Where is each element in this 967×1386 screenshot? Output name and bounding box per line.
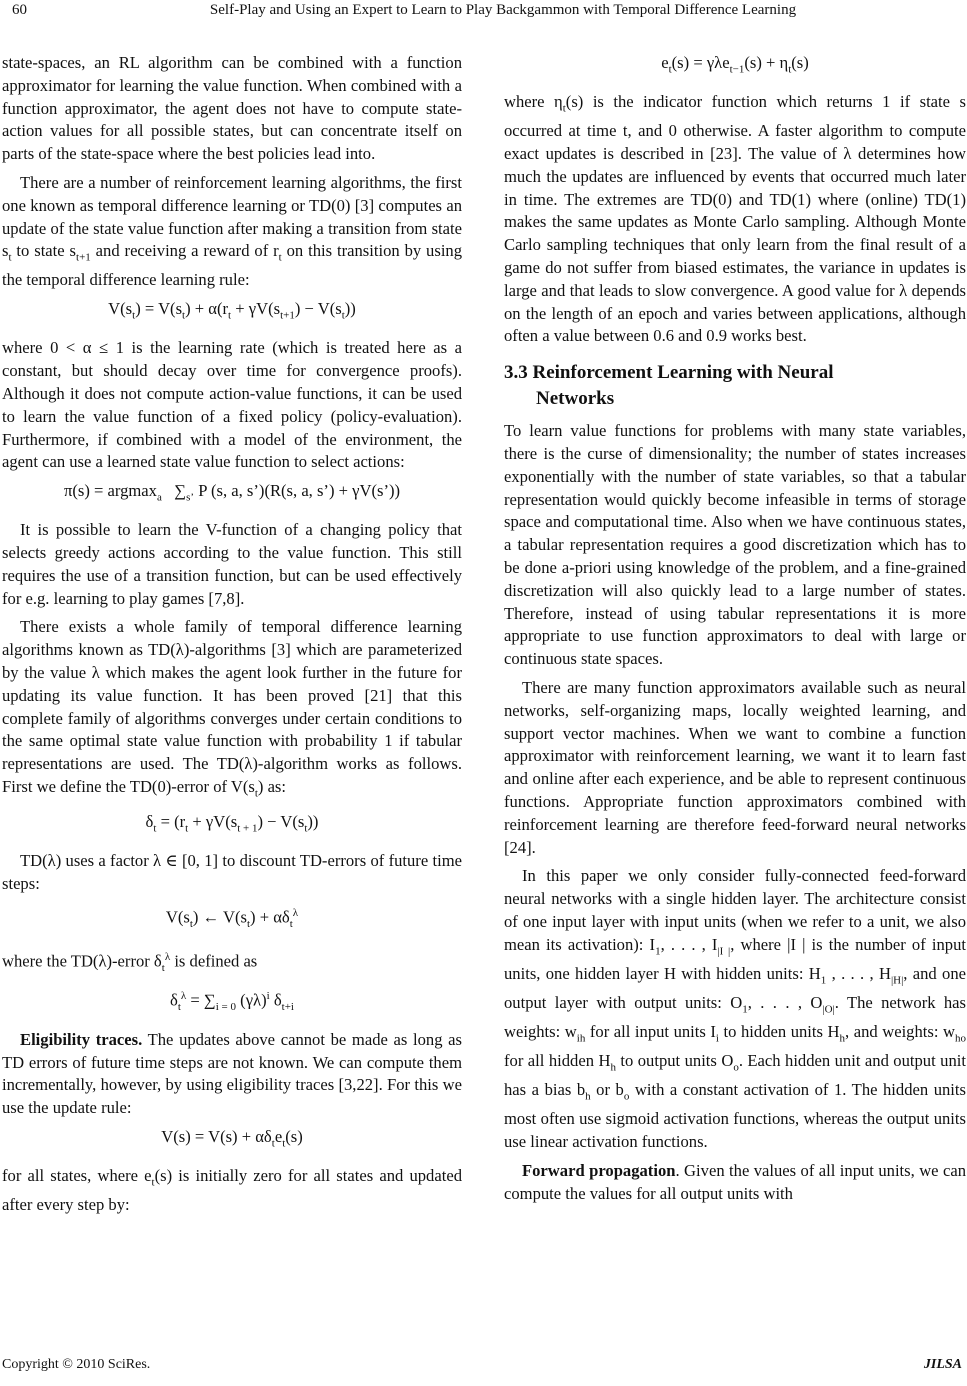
equation-lambda-error: $\delta_t^\lambda = \sum_{i = 0}$ $(\gamma\lambda)^i$ $\delta_{t+i}$ bbox=[170, 990, 294, 1013]
equation-policy: π(s) = argmax$_a$ $\sum_{s’}$ P (s, a, s’)(R(s, a, s’) + γV(s’)) bbox=[63, 481, 401, 504]
page-number: 60 bbox=[12, 2, 27, 18]
paragraph: state-spaces, an RL algorithm can be combined with a function approximator for learning the value function. When combined with a function approximator, the agent does not have to compute state-action values for all possible states, but can concentrate itself on parts of the state-space where the best policies lead into. bbox=[2, 53, 462, 164]
paragraph: In this paper we only consider fully-connected feed-forward neural networks with a single hidden layer. The architecture consist of one input layer with input units (when we refer to a unit, we also mean its activation): $I_1$, . . . , $I_{|I |}$, where |I | is the number of input units, one hidden layer H with hidden units: $H_1$ , . . . , $H_{|H|}$, and one output layer with output units: $O_1$, . . . , $O_{|O|}$. The network has weights: $w_{ih}$ for all input units $I_i$ to hidden units $H_h$, and weights: $w_{ho}$ for all hidden $H_h$ to output units $O_o$. Each hidden unit and output unit has a bias $b_h$ or $b_o$ with a constant activation of 1. The hidden units most often use sigmoid activation functions, whereas the output units use linear activation functions. bbox=[504, 866, 967, 1152]
equation-td-rule: $V(s_t) = V(s_t) + \alpha(r_t + \gamma V(s_{t+1}) - V(s_t))$ bbox=[108, 299, 356, 322]
paragraph: for all states, where $e_t(s)$ is initially zero for all states and updated after every step by: bbox=[2, 1166, 462, 1215]
paragraph: Forward propagation. Given the values of all input units, we can compute the values for all output units with bbox=[504, 1160, 966, 1203]
equation-trace: $e_t(s) = \gamma\lambda e_{t-1}(s) + \eta_t(s)$ bbox=[661, 53, 809, 76]
equation-eligibility-update: $V(s) = V(s) + \alpha\delta_te_t(s)$ bbox=[161, 1126, 303, 1150]
paragraph: where $\eta_t(s)$ is the indicator function which returns 1 if state s occurred at time t, and 0 otherwise. A faster algorithm to compute exact updates is described in [23]. The value of λ determines how much the updates are influenced by events that occurred much later in time. The extremes are TD(0) and TD(1) where (online) TD(1) makes the same updates as Monte Carlo sampling. Although Monte Carlo sampling techniques that only learn from the final result of a game do not suffer from biased estimates, the variance in updates is large and that leads to slow convergence. A good value for λ depends on the length of an epoch and varies between applications, although often a value between 0.6 and 0.9 works best. bbox=[504, 92, 966, 346]
paragraph: Eligibility traces. The updates above cannot be made as long as TD errors of future time steps are not known. We can compute them incrementally, however, by using eligibility traces [3,22]. For this we use the update rule: bbox=[2, 1029, 462, 1118]
paragraph: It is possible to learn the V-function of a changing policy that selects greedy actions according to the value function. This still requires the use of a transition function, but can be used effectively for e.g. learning to play games [7,8]. bbox=[2, 520, 462, 608]
right-column bbox=[504, 52, 966, 1212]
equation-td-error: $\delta_t = (r_t + \gamma V(s_{t + 1}) - V(s_t))$ bbox=[145, 812, 319, 835]
paragraph: where 0 < α ≤ 1 is the learning rate (which is treated here as a constant, but should decay over time for convergence proofs). Although it does not compute action-value functions, it can be used to learn the value function of a fixed policy (policy-evaluation). Furthermore, if combined with a model of the environment, the agent can use a learned state value function to select actions: bbox=[2, 338, 462, 472]
paragraph: TD(λ) uses a factor λ ∈ [0, 1] to discount TD-errors of future time steps: bbox=[2, 851, 462, 894]
footer-journal: JILSA bbox=[923, 1357, 962, 1372]
paragraph: To learn value functions for problems with many state variables, there is the curse of dimensionality; the number of states increases exponentially with the number of state variables, so that a tabular representation would quickly become infeasible in terms of storage space and computational time. Also when we have continuous states, a tabular representation requires a good discretization which has to be done a-priori using knowledge of the problem, and a fine-grained discretization will also quickly lead to a large number of states. Therefore, instead of using tabular representations it is more appropriate to use function approximators to deal with large or continuous state spaces. bbox=[504, 421, 966, 669]
paragraph: There are a number of reinforcement learning algorithms, the first one known as temporal difference learning or TD(0) [3] computes an update of the state value function after making a transition from state $s_t$ to state $s_{t+1}$ and receiving a reward of $r_t$ on this transition by using the temporal difference learning rule: bbox=[2, 172, 463, 290]
paragraph: where the TD(λ)-error $\delta_t^\lambda$ is defined as bbox=[2, 950, 258, 974]
running-header: Self-Play and Using an Expert to Learn to Play Backgammon with Temporal Difference Learning bbox=[209, 2, 797, 18]
equation-td-lambda: $V(s_t)$ ← $V(s_t) + \alpha\delta_t^\lambda$ bbox=[165, 906, 299, 930]
paragraph: There exists a whole family of temporal difference learning algorithms known as TD(λ)-algorithms [3] which are parameterized by the value λ which makes the agent look further in the future for updating its value function. It has been proved [21] that this complete family of algorithms converges under certain conditions to the same optimal state value function with probability 1 if tabular representations are used. The TD(λ)-algorithm works as follows. First we define the TD(0)-error of $V(s_t)$ as: bbox=[2, 617, 462, 800]
section-heading: 3.3 Reinforcement Learning with Neural Networks bbox=[504, 362, 834, 410]
footer-copyright: Copyright © 2010 SciRes. bbox=[2, 1357, 151, 1372]
left-column bbox=[2, 52, 462, 1223]
paragraph: There are many function approximators available such as neural networks, self-organizing maps, locally weighted learning, and support vector machines. When we want to combine a function approximator with reinforcement learning, we want it to learn fast and online after each experience, and be able to represent continuous functions. Appropriate function approximators combined with reinforcement learning are therefore feed-forward neural networks [24]. bbox=[504, 677, 966, 857]
